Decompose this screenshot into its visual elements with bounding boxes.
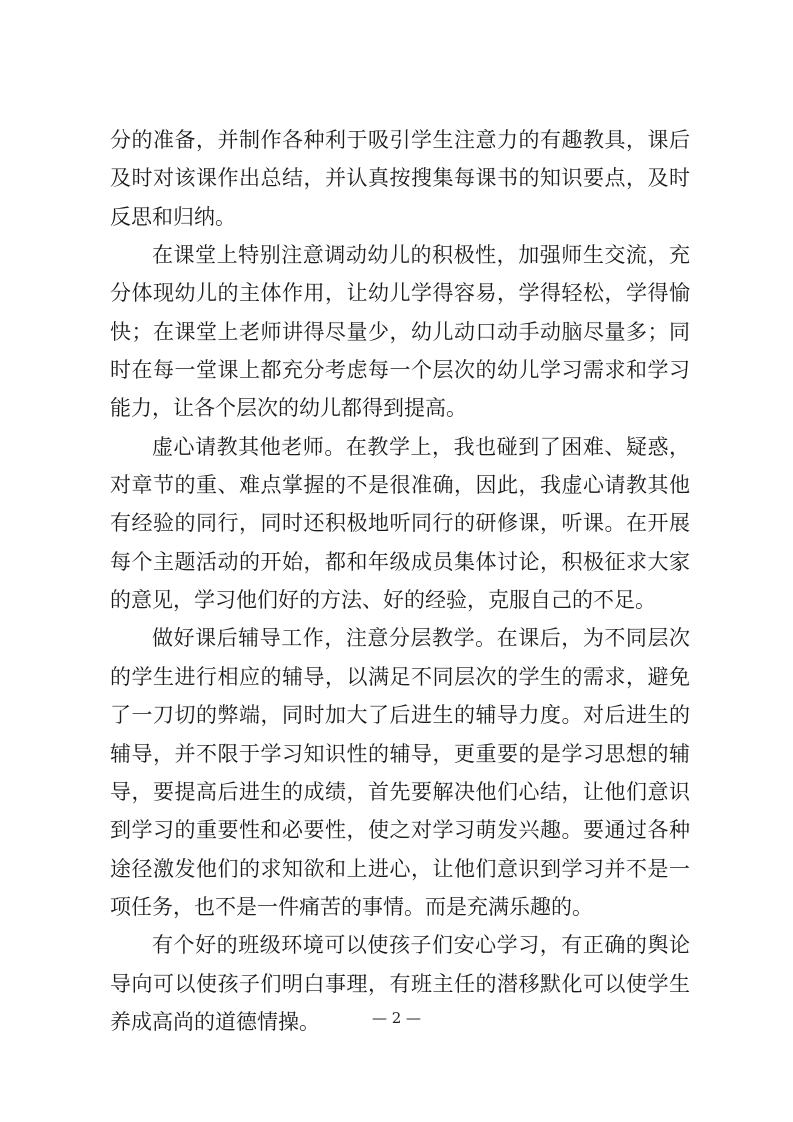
text-line: 的学生进行相应的辅导，以满足不同层次的学生的需求，避免 (110, 664, 690, 689)
text-line: 了一刀切的弊端，同时加大了后进生的辅导力度。对后进生的 (110, 703, 690, 728)
text-line: 导，要提高后进生的成绩，首先要解决他们心结，让他们意识 (110, 779, 690, 804)
text-line: 辅导，并不限于学习知识性的辅导，更重要的是学习思想的辅 (110, 741, 690, 766)
paragraph-first-line: 在课堂上特别注意调动幼儿的积极性，加强师生交流，充 (152, 243, 690, 268)
text-line: 分的准备，并制作各种利于吸引学生注意力的有趣教具，课后 (110, 128, 690, 152)
text-line: 时在每一堂课上都充分考虑每一个层次的幼儿学习需求和学习 (110, 358, 690, 383)
text-line: 分体现幼儿的主体作用，让幼儿学得容易，学得轻松，学得愉 (110, 281, 690, 306)
text-line: 快；在课堂上老师讲得尽量少，幼儿动口动手动脑尽量多；同 (110, 319, 690, 344)
text-line: 及时对该课作出总结，并认真按搜集每课书的知识要点，及时 (110, 166, 690, 191)
text-line: 导向可以使孩子们明白事理，有班主任的潜移默化可以使学生 (110, 971, 690, 996)
text-line: 的意见，学习他们好的方法、好的经验，克服自己的不足。 (110, 588, 656, 613)
text-line: 反思和归纳。 (110, 204, 236, 229)
text-line: 每个主题活动的开始，都和年级成员集体讨论，积极征求大家 (110, 549, 690, 574)
body-text (110, 121, 690, 1041)
paragraph-first-line: 做好课后辅导工作，注意分层教学。在课后，为不同层次 (152, 626, 690, 651)
text-line: 能力，让各个层次的幼儿都得到提高。 (110, 396, 467, 421)
page-number: — 2 — (371, 1009, 422, 1027)
text-line: 对章节的重、难点掌握的不是很准确，因此，我虚心请教其他 (110, 473, 690, 498)
paragraph-first-line: 虚心请教其他老师。在教学上，我也碰到了困难、疑惑， (152, 434, 690, 459)
paragraph-first-line: 有个好的班级环境可以使孩子们安心学习，有正确的舆论 (152, 933, 690, 958)
text-line: 途径激发他们的求知欲和上进心，让他们意识到学习并不是一 (110, 856, 690, 881)
text-line: 有经验的同行，同时还积极地听同行的研修课，听课。在开展 (110, 511, 690, 536)
text-line: 项任务，也不是一件痛苦的事情。而是充满乐趣的。 (110, 894, 593, 919)
text-line: 养成高尚的道德情操。 (110, 1009, 320, 1034)
text-line: 到学习的重要性和必要性，使之对学习萌发兴趣。要通过各种 (110, 818, 690, 843)
